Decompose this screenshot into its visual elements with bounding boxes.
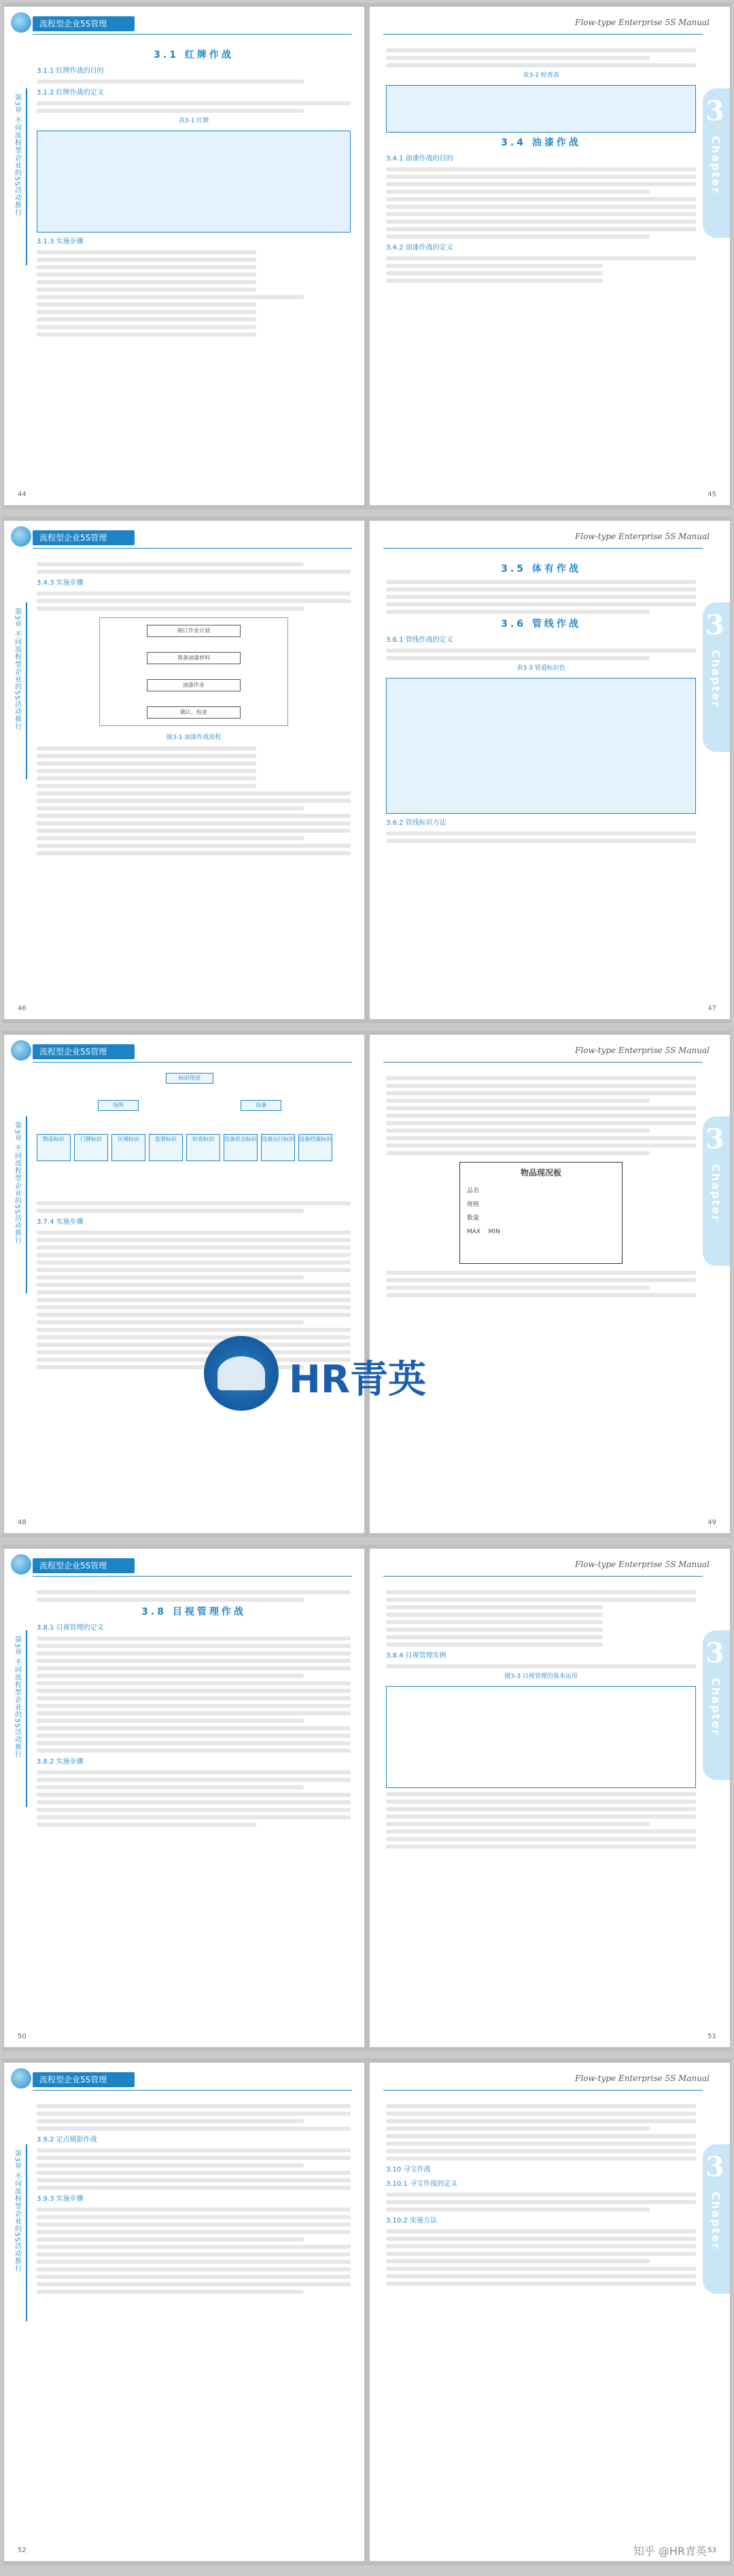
visual-management-figure	[386, 1686, 696, 1788]
page-spread-1	[3, 3, 731, 509]
sidebar-chapter-label: 第3章 不同流程型企业的5S活动推行	[8, 1630, 27, 1807]
header-right-title: Flow-type Enterprise 5S Manual	[575, 2074, 710, 2083]
subsection-title: 3.8.2 实施步骤	[37, 1758, 84, 1766]
subsection-title: 3.10.1 寻宝作战的定义	[386, 2180, 457, 2188]
page-number: 48	[18, 1519, 27, 1526]
pipe-color-table	[386, 678, 696, 814]
page-spread-4	[3, 1545, 731, 2051]
tree-leaf: 设备运行标识	[261, 1134, 295, 1161]
sidebar-chapter-label: 第3章 不同流程型企业的5S活动推行	[8, 602, 27, 779]
header-right-title: Flow-type Enterprise 5S Manual	[575, 1046, 710, 1055]
page-spread-3	[3, 1031, 731, 1537]
header-right-title: Flow-type Enterprise 5S Manual	[575, 18, 710, 27]
chapter-tab: 3 Chapter	[703, 1630, 730, 1780]
page-spread-2	[3, 517, 731, 1023]
page-49	[370, 1035, 730, 1533]
logo-icon	[11, 1040, 31, 1061]
table-caption: 表3-3 管道标识色	[517, 665, 565, 672]
tree-leaf: 检查标识	[186, 1134, 220, 1161]
page-53	[370, 2063, 730, 2561]
logo-icon	[11, 1554, 31, 1575]
tree-leaf: 区域标识	[111, 1134, 145, 1161]
page-number: 53	[707, 2547, 716, 2554]
header-left-title: 流程型企业5S管理	[33, 1044, 135, 1059]
subsection-title: 3.8.4 目视管理实例	[386, 1652, 447, 1660]
sidebar-chapter-label: 第3章 不同流程型企业的5S活动推行	[8, 88, 27, 265]
subsection-title: 3.1.1 红牌作战的目的	[37, 67, 104, 75]
page-number: 50	[18, 2033, 27, 2040]
flow-step: 准备油漆材料	[147, 652, 241, 664]
header-left-title: 流程型企业5S管理	[33, 16, 135, 31]
flow-step: 制订作业计划	[147, 625, 241, 637]
flow-diagram	[99, 617, 287, 726]
chapter-tab: 3 Chapter	[703, 88, 730, 238]
header-right-title: Flow-type Enterprise 5S Manual	[575, 1560, 710, 1569]
page-number: 52	[18, 2547, 27, 2554]
subsection-title: 3.4.2 油漆作战的定义	[386, 244, 453, 252]
page-45	[370, 7, 730, 505]
chapter-tab: 3 Chapter	[703, 1116, 730, 1266]
subsection-title: 3.8.1 目视管理的定义	[37, 1624, 104, 1632]
logo-icon	[11, 526, 31, 547]
table-caption: 表3-2 检查表	[523, 72, 559, 79]
page-number: 51	[707, 2033, 716, 2040]
flow-step: 油漆作业	[147, 679, 241, 691]
page-number: 45	[707, 491, 716, 498]
subsection-title: 3.1.3 实施步骤	[37, 238, 84, 245]
header-left-title: 流程型企业5S管理	[33, 2072, 135, 2087]
tree-leaf: 监督标识	[149, 1134, 183, 1161]
flow-step: 确认、检查	[147, 706, 241, 719]
section-title: 3.1 红牌作战	[154, 50, 234, 61]
page-number: 46	[18, 1005, 27, 1012]
page-51	[370, 1549, 730, 2047]
tree-leaf: 设备档案标识	[298, 1134, 332, 1161]
subsection-title: 3.7.4 实施步骤	[37, 1218, 84, 1226]
header-right-title: Flow-type Enterprise 5S Manual	[575, 532, 710, 541]
tree-leaf: 门牌标识	[74, 1134, 108, 1161]
logo-icon	[11, 2068, 31, 2089]
page-50	[4, 1549, 364, 2047]
figure-caption: 图3-1 油漆作战流程	[166, 734, 222, 741]
tree-node: 场所	[98, 1100, 139, 1111]
subsection-title: 3.10.2 实施方法	[386, 2217, 437, 2225]
subsection-title: 3.6.1 管线作战的定义	[386, 636, 453, 644]
page-44	[4, 7, 364, 505]
header-left-title: 流程型企业5S管理	[33, 530, 135, 545]
chapter-tab: 3 Chapter	[703, 2144, 730, 2294]
section-title: 3.4 油漆作战	[501, 137, 581, 148]
subsection-title: 3.10 寻宝作战	[386, 2166, 431, 2174]
inventory-status-board: 物品现况板 品名 规格 数量 MAX MIN	[459, 1162, 623, 1264]
page-47	[370, 521, 730, 1019]
header-left-title: 流程型企业5S管理	[33, 1558, 135, 1573]
credit-watermark: 知乎 @HR青英	[633, 2545, 707, 2558]
sidebar-chapter-label: 第3章 不同流程型企业的5S活动推行	[8, 2144, 27, 2321]
section-title: 3.6 管线作战	[501, 619, 581, 630]
watermark	[204, 1336, 530, 1411]
page-46	[4, 521, 364, 1019]
tree-node: 设备	[241, 1100, 281, 1111]
subsection-title: 3.4.3 实施步骤	[37, 579, 84, 587]
red-tag-table	[37, 131, 351, 233]
subsection-title: 3.4.1 油漆作战的目的	[386, 155, 453, 162]
subsection-title: 3.9.3 实施步骤	[37, 2195, 84, 2203]
tree-root: 标识用途	[166, 1073, 213, 1084]
figure-caption: 图3-3 目视管理的基本运用	[504, 1673, 578, 1680]
logo-icon	[11, 12, 31, 33]
page-48	[4, 1035, 364, 1533]
tree-leaf: 设备状态标识	[224, 1134, 258, 1161]
section-title: 3.5 体有作战	[501, 564, 581, 574]
table-caption: 表3-1 红牌	[178, 118, 209, 124]
subsection-title: 3.6.2 管线标识方法	[386, 819, 447, 827]
page-spread-5	[3, 2059, 731, 2565]
watermark-logo-icon	[204, 1336, 279, 1411]
page-number: 47	[707, 1005, 716, 1012]
check-table	[386, 85, 696, 133]
subsection-title: 3.1.2 红牌作战的定义	[37, 89, 104, 97]
subsection-title: 3.9.2 定点摄影作战	[37, 2136, 97, 2144]
page-number: 44	[18, 491, 27, 498]
watermark-text: HR青英	[289, 1358, 426, 1402]
page-52	[4, 2063, 364, 2561]
section-title: 3.8 目视管理作战	[141, 1607, 246, 1617]
tree-leaf: 物品标识	[37, 1134, 71, 1161]
sidebar-chapter-label: 第3章 不同流程型企业的5S活动推行	[8, 1116, 27, 1293]
page-number: 49	[707, 1519, 716, 1526]
chapter-tab: 3 Chapter	[703, 602, 730, 752]
